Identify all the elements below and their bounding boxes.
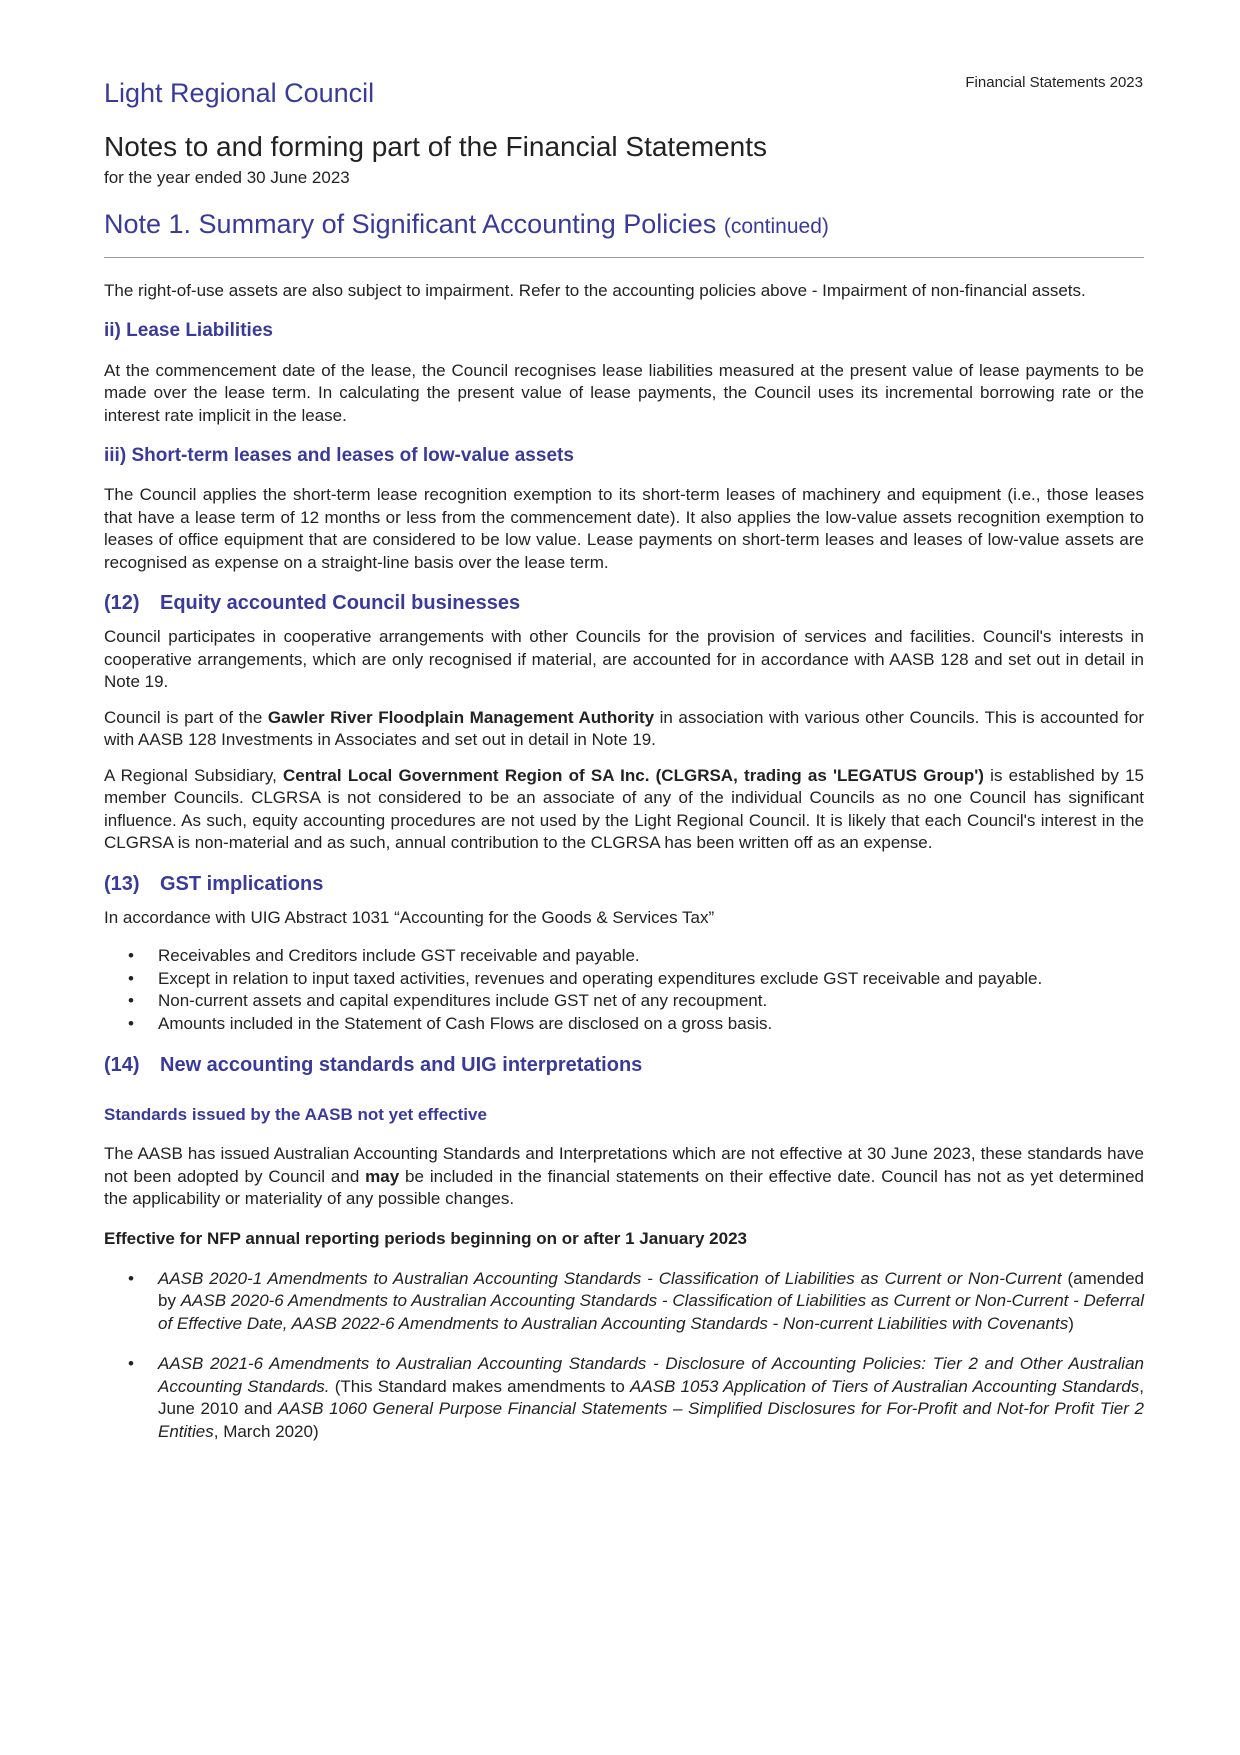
bullet-icon: • (128, 1354, 134, 1373)
bullet-icon: • (128, 1013, 134, 1033)
p12b-pre: Council is part of the (104, 707, 268, 727)
section-14-number: (14) (104, 1054, 140, 1076)
bullet-icon: • (128, 968, 134, 988)
bullet-icon: • (128, 946, 134, 965)
page-subtitle: for the year ended 30 June 2023 (104, 168, 350, 187)
heading-section-12 (104, 592, 1144, 615)
gst-bullet-list (104, 945, 1144, 1035)
p12c-pre: A Regional Subsidiary, (104, 765, 284, 785)
header-divider (104, 257, 1144, 258)
list-item: • Receivables and Creditors include GST receivable and payable. (104, 945, 1144, 968)
page-title: Notes to and forming part of the Financial Statements (104, 131, 768, 162)
heading-section-14 (104, 1054, 1144, 1077)
note-heading (104, 209, 829, 240)
heading-section-13 (104, 873, 1144, 896)
note-title: Note 1. Summary of Significant Accounting Policies (104, 209, 717, 239)
document-label: Financial Statements 2023 (965, 74, 1143, 91)
section-13-number: (13) (104, 872, 140, 895)
p14-may: may (365, 1166, 400, 1186)
document-body (104, 280, 1144, 1443)
paragraph-12-legatus (104, 765, 1144, 855)
section-14-title: New accounting standards and UIG interpretations (160, 1054, 643, 1076)
paragraph-short-term-leases: The Council applies the short-term lease recognition exemption to its short-term leases of machinery and equipment (i.e., those leases that have a lease term of 12 months or less from the commencement date). It also applies the low-value assets recognition exemption to leases of office equipment that are considered to be low value. Lease payments on short-term leases and leases of low-value assets are recognised as expense on a straight-line basis over the lease term. (104, 485, 1144, 572)
list-item: • Non-current assets and capital expenditures include GST net of any recoupment. (104, 990, 1144, 1013)
legatus-group-name: Central Local Government Region of SA Inc. (CLGRSA, trading as 'LEGATUS Group') (283, 765, 984, 785)
note-continued: (continued) (723, 215, 829, 238)
heading-short-term-leases: iii) Short-term leases and leases of low-value assets (104, 445, 574, 466)
paragraph-14-aasb (104, 1143, 1144, 1211)
list-item: • Amounts included in the Statement of Cash Flows are disclosed on a gross basis. (104, 1013, 1144, 1036)
paragraph-12-gawler (104, 707, 1144, 752)
standards-list (104, 1268, 1144, 1444)
paragraph-lease-liabilities: At the commencement date of the lease, the Council recognises lease liabilities measured at the present value of lease payments to be made over the lease term. In calculating the present value of lease payments, the Council uses its incremental borrowing rate or the interest rate implicit in the lease. (104, 360, 1144, 425)
paragraph-13-intro: In accordance with UIG Abstract 1031 “Accounting for the Goods & Services Tax” (104, 907, 715, 927)
paragraph-right-of-use: The right-of-use assets are also subject to impairment. Refer to the accounting policies above - Impairment of non-financial assets. (104, 281, 1086, 300)
heading-not-yet-effective: Standards issued by the AASB not yet effective (104, 1105, 487, 1124)
council-name: Light Regional Council (104, 78, 375, 108)
paragraph-12-cooperative: Council participates in cooperative arrangements with other Councils for the provision of services and facilities. Council's interests in cooperative arrangements, which are only recognised if material, are accounted for in accordance with AASB 128 and set out in detail in Note 19. (104, 627, 1144, 691)
section-13-title: GST implications (160, 872, 324, 895)
heading-lease-liabilities: ii) Lease Liabilities (104, 319, 273, 341)
gawler-authority-name: Gawler River Floodplain Management Authority (267, 707, 655, 727)
list-item: • AASB 2020-1 Amendments to Australian Accounting Standards - Classification of Liabilities as Current or Non-Current (amended by AASB 2020-6 Amendments to Australian Accounting Standards - Classification of Liabilities as Current or Non-Current - Deferral of Effective Date, AASB 2022-6 Amendments to Australian Accounting Standards - Non-current Liabilities with Covenants) (128, 1268, 1144, 1333)
p12b-post: in association with various other Councils. This is accounted for with AASB 128 Investments in Associates and set out in detail in Note 19. (104, 707, 1144, 749)
p14-pre: The AASB has issued Australian Accounting Standards and Interpretations which are not effective at 30 June 2023, these standards have not been adopted by Council and (104, 1144, 1144, 1186)
heading-effective-nfp: Effective for NFP annual reporting periods beginning on or after 1 January 2023 (104, 1228, 747, 1248)
section-12-title: Equity accounted Council businesses (160, 592, 521, 614)
list-item: • Except in relation to input taxed activities, revenues and operating expenditures exclude GST receivable and payable. (104, 968, 1144, 991)
p12c-post: is established by 15 member Councils. CLGRSA is not considered to be an associate of any of the individual Councils as no one Council has significant influence. As such, equity accounting procedures are not used by the Light Regional Council. It is likely that each Council's interest in the CLGRSA is non-material and as such, annual contribution to the CLGRSA has been written off as an expense. (104, 765, 1144, 852)
p14-post: be included in the financial statements on their effective date. Council has not as yet determined the applicability or materiality of any possible changes. (104, 1166, 1144, 1208)
list-item: • AASB 2021-6 Amendments to Australian Accounting Standards - Disclosure of Accounting Policies: Tier 2 and Other Australian Accounting Standards. (This Standard makes amendments to AASB 1053 Application of Tiers of Australian Accounting Standards, June 2010 and AASB 1060 General Purpose Financial Statements – Simplified Disclosures for For-Profit and Not-for Profit Tier 2 Entities, March 2020) (128, 1354, 1144, 1441)
bullet-icon: • (128, 1268, 134, 1288)
section-12-number: (12) (104, 592, 140, 614)
bullet-icon: • (128, 991, 134, 1010)
